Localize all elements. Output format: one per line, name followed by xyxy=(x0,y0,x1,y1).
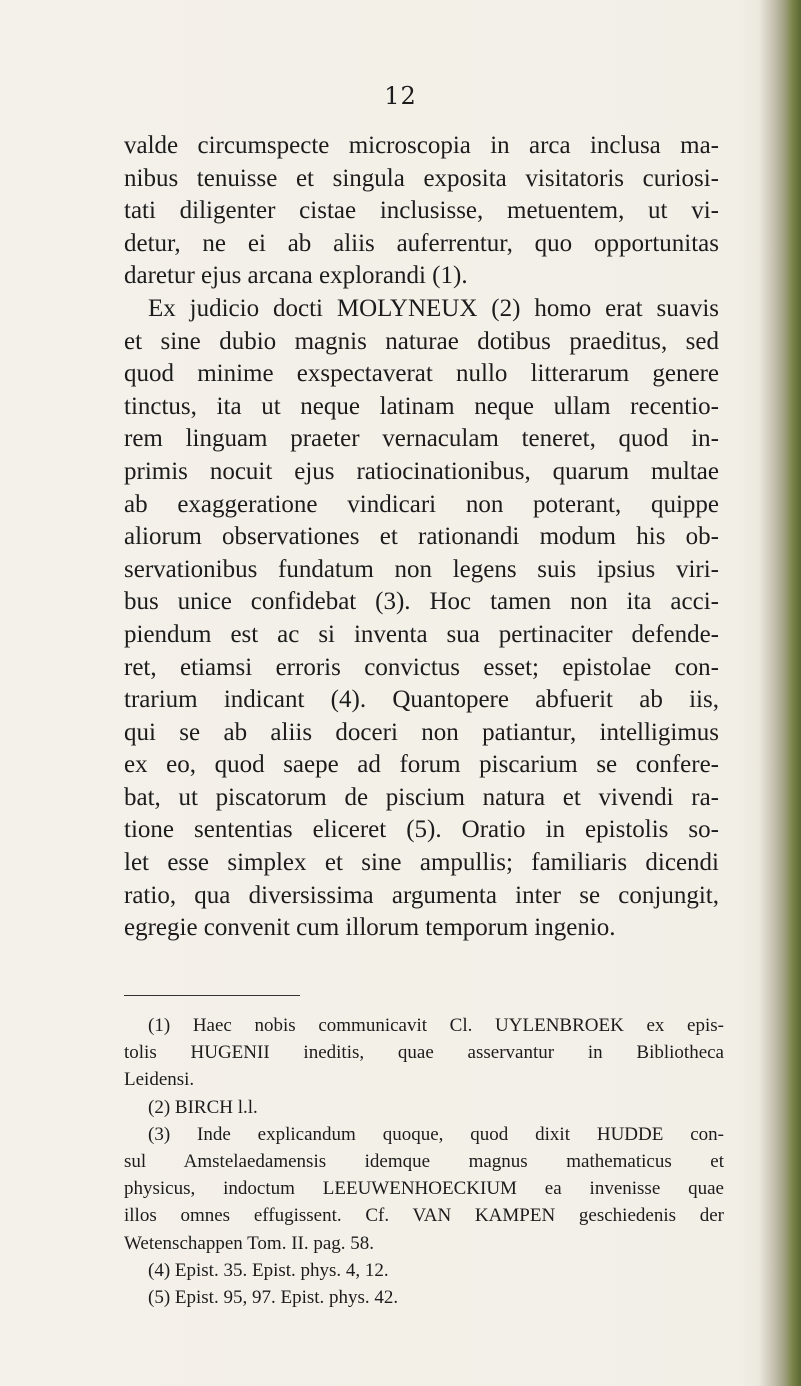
body-line: daretur ejus arcana explorandi (1). xyxy=(124,262,468,290)
body-line: ab exaggeratione vindicari non poterant, quippe xyxy=(124,490,719,518)
footnote-line: (5) Epist. 95, 97. Epist. phys. 42. xyxy=(148,1287,399,1309)
page-number: 12 xyxy=(384,82,417,110)
body-line: Ex judicio docti MOLYNEUX (2) homo erat suavis xyxy=(148,294,719,322)
body-line: rem linguam praeter vernaculam teneret, quod in- xyxy=(124,425,719,453)
body-line: ex eo, quod saepe ad forum piscarium se confere- xyxy=(124,751,719,779)
body-line: ratio, qua diversissima argumenta inter se conjungit, xyxy=(124,881,719,909)
body-text xyxy=(124,130,719,945)
body-line: let esse simplex et sine ampullis; familiaris dicendi xyxy=(124,849,719,877)
body-line: valde circumspecte microscopia in arca inclusa ma- xyxy=(124,132,719,159)
page-edge xyxy=(759,0,801,1386)
body-line: quod minime exspectaverat nullo litterarum genere xyxy=(124,360,719,388)
body-line: tati diligenter cistae inclusisse, metuentem, ut vi- xyxy=(124,197,719,225)
footnote-divider xyxy=(124,995,300,996)
body-line: trarium indicant (4). Quantopere abfuerit ab iis, xyxy=(124,686,719,714)
body-line: qui se ab aliis doceri non patiantur, intelligimus xyxy=(124,718,719,746)
body-line: tione sententias eliceret (5). Oratio in epistolis so- xyxy=(124,816,719,844)
body-line: aliorum observationes et rationandi modum his ob- xyxy=(124,523,719,551)
body-line: servationibus fundatum non legens suis ipsius viri- xyxy=(124,555,719,583)
footnote-line: (1) Haec nobis communicavit Cl. UYLENBROEK ex epis- xyxy=(148,1015,724,1036)
body-line: et sine dubio magnis naturae dotibus praeditus, sed xyxy=(124,327,719,355)
footnotes xyxy=(124,1012,724,1311)
footnote-line: Wetenschappen Tom. II. pag. 58. xyxy=(124,1232,375,1254)
footnote-line: illos omnes effugissent. Cf. VAN KAMPEN geschiedenis der xyxy=(124,1205,724,1227)
footnote-line: (3) Inde explicandum quoque, quod dixit HUDDE con- xyxy=(148,1123,724,1145)
body-line: piendum est ac si inventa sua pertinaciter defende- xyxy=(124,620,719,648)
body-line: detur, ne ei ab aliis auferrentur, quo opportunitas xyxy=(124,229,719,257)
footnote-line: Leidensi. xyxy=(124,1069,195,1091)
footnote-line: physicus, indoctum LEEUWENHOECKIUM ea invenisse quae xyxy=(124,1178,724,1200)
footnote-line: (4) Epist. 35. Epist. phys. 4, 12. xyxy=(148,1259,389,1281)
body-line: nibus tenuisse et singula exposita visitatoris curiosi- xyxy=(124,164,719,192)
body-line: bat, ut piscatorum de piscium natura et vivendi ra- xyxy=(124,783,719,811)
body-line: tinctus, ita ut neque latinam neque ullam recentio- xyxy=(124,392,719,420)
body-line: primis nocuit ejus ratiocinationibus, quarum multae xyxy=(124,457,719,485)
body-line: bus unice confidebat (3). Hoc tamen non ita acci- xyxy=(124,588,719,616)
footnote-line: (2) BIRCH l.l. xyxy=(148,1096,258,1118)
body-line: egregie convenit cum illorum temporum ingenio. xyxy=(124,914,616,942)
footnote-line: sul Amstelaedamensis idemque magnus mathematicus et xyxy=(124,1151,724,1173)
body-line: ret, etiamsi erroris convictus esset; epistolae con- xyxy=(124,653,719,681)
footnote-line: tolis HUGENII ineditis, quae asservantur in Bibliotheca xyxy=(124,1042,724,1064)
